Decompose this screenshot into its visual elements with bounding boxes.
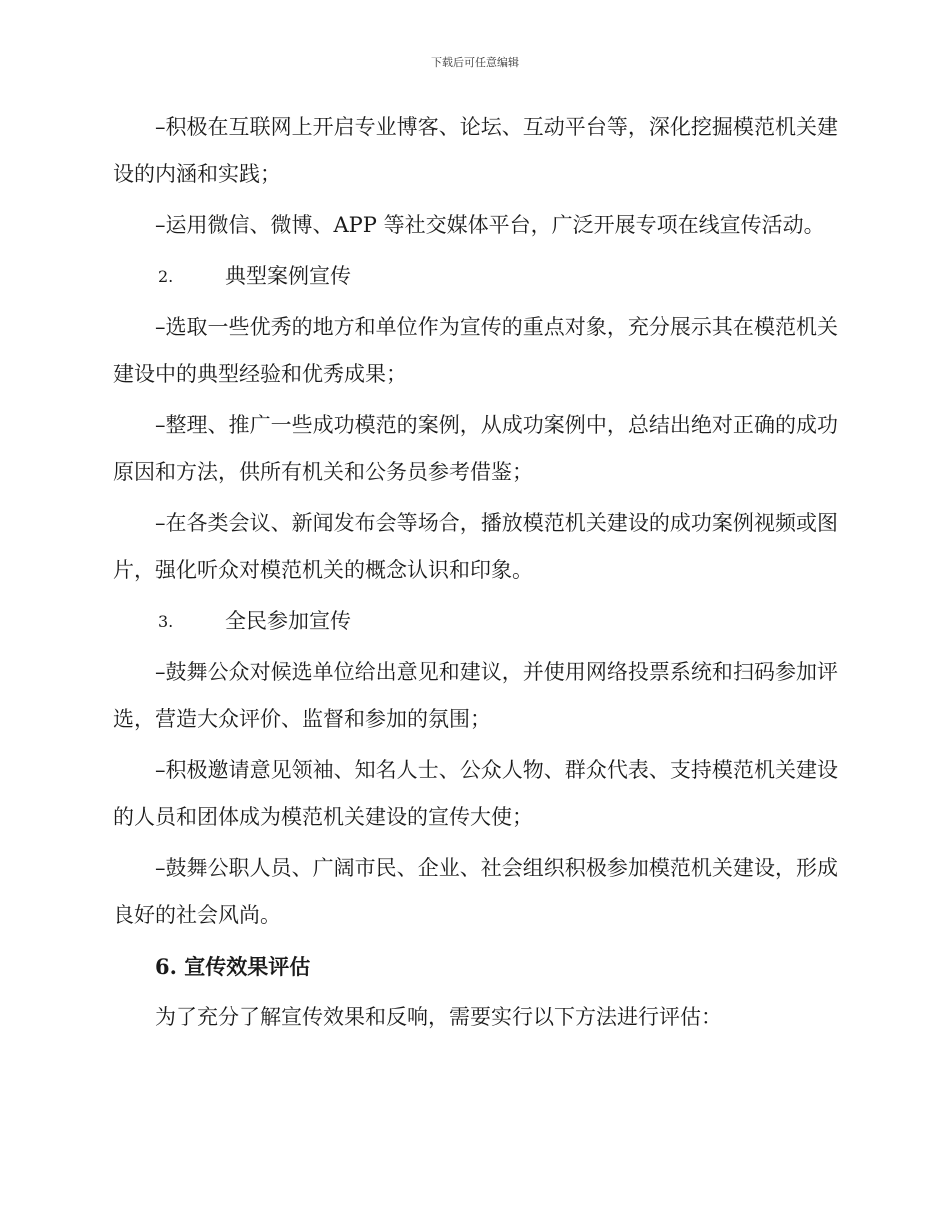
document-body <box>113 104 838 1045</box>
paragraph-play-videos: –在各类会议、新闻发布会等场合，播放模范机关建设的成功案例视频或图片，强化听众对模范机关的概念认识和印象。 <box>113 511 838 582</box>
paragraph-civil-servants: –鼓舞公职人员、广阔市民、企业、社会组织积极参加模范机关建设，形成良好的社会风尚。 <box>113 856 838 927</box>
page-header: 下载后可任意编辑 <box>431 56 519 69</box>
numbered-item-typical-cases <box>113 253 838 300</box>
item-title: 全民参加宣传 <box>225 609 351 633</box>
paragraph-blog-forum: –积极在互联网上开启专业博客、论坛、互动平台等，深化挖掘模范机关建设的内涵和实践； <box>113 115 838 186</box>
item-number: 3. <box>158 612 174 631</box>
numbered-item-public-participation <box>113 598 838 645</box>
paragraph-select-units: –选取一些优秀的地方和单位作为宣传的重点对象，充分展示其在模范机关建设中的典型经验和优秀成果； <box>113 315 838 386</box>
paragraph-public-voting: –鼓舞公众对候选单位给出意见和建议，并使用网络投票系统和扫码参加评选，营造大众评价、监督和参加的氛围； <box>113 660 838 731</box>
paragraph-promote-cases: –整理、推广一些成功模范的案例，从成功案例中，总结出绝对正确的成功原因和方法，供所有机关和公务员参考借鉴； <box>113 413 838 484</box>
section-heading-evaluation: 6. 宣传效果评估 <box>155 954 311 979</box>
item-title: 典型案例宣传 <box>225 264 351 288</box>
paragraph-evaluation-intro: 为了充分了解宣传效果和反响，需要实行以下方法进行评估： <box>155 1005 722 1029</box>
paragraph-social-media: –运用微信、微博、APP 等社交媒体平台，广泛开展专项在线宣传活动。 <box>155 213 825 237</box>
item-number: 2. <box>158 267 174 286</box>
paragraph-ambassadors: –积极邀请意见领袖、知名人士、公众人物、群众代表、支持模范机关建设的人员和团体成为模范机关建设的宣传大使； <box>113 758 838 829</box>
